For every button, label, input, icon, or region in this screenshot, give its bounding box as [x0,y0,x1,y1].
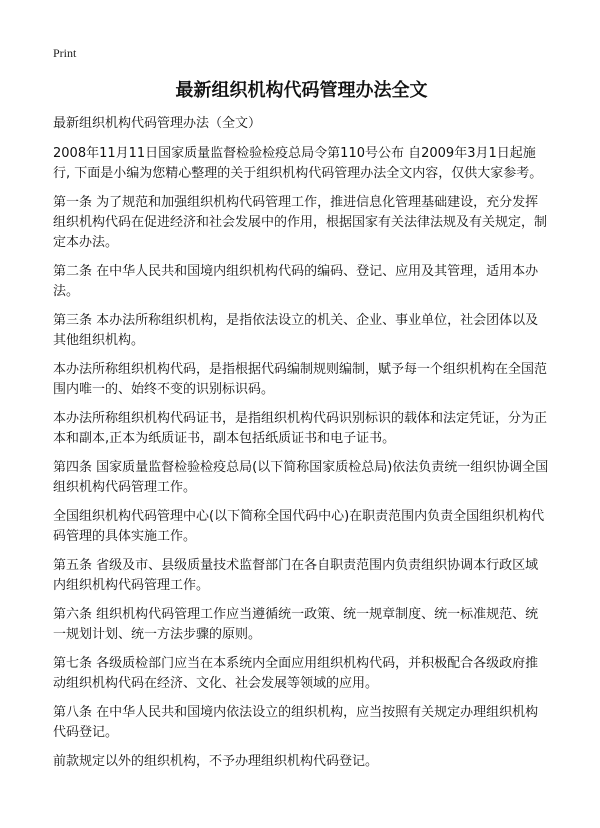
paragraph-certificate-definition: 本办法所称组织机构代码证书，是指组织机构代码识别标识的载体和法定凭证，分为正本和副本,正本为纸质证书，副本包括纸质证书和电子证书。 [53,411,548,446]
paragraph-exclusion: 前款规定以外的组织机构，不予办理组织机构代码登记。 [53,754,379,769]
document-subtitle: 最新组织机构代码管理办法（全文） [53,116,262,131]
paragraph-article-7: 第七条 各级质检部门应当在本系统内全面应用组织机构代码，并积极配合各级政府推动组织机构代码在经济、文化、社会发展等领域的应用。 [53,656,539,691]
paragraph-article-2: 第二条 在中华人民共和国境内组织机构代码的编码、登记、应用及其管理，适用本办法。 [53,264,539,299]
paragraph-code-definition: 本办法所称组织机构代码，是指根据代码编制规则编制，赋予每一个组织机构在全国范围内唯一的、始终不变的识别标识码。 [53,362,548,397]
paragraph-article-8: 第八条 在中华人民共和国境内依法设立的组织机构，应当按照有关规定办理组织机构代码登记。 [53,705,539,740]
paragraph-article-4: 第四条 国家质量监督检验检疫总局(以下简称国家质检总局)依法负责统一组织协调全国组织机构代码管理工作。 [53,460,549,495]
paragraph-article-1: 第一条 为了规范和加强组织机构代码管理工作，推进信息化管理基础建设，充分发挥组织机构代码在促进经济和社会发展中的作用，根据国家有关法律法规及有关规定，制定本办法。 [53,195,548,250]
document-body [53,114,550,772]
paragraph-article-5: 第五条 省级及市、县级质量技术监督部门在各自职责范围内负责组织协调本行政区域内组织机构代码管理工作。 [53,558,539,593]
paragraph-article-6: 第六条 组织机构代码管理工作应当遵循统一政策、统一规章制度、统一标准规范、统一规划计划、统一方法步骤的原则。 [53,607,539,642]
paragraph-intro: 2008年11月11日国家质量监督检验检疫总局令第110号公布 自2009年3月1日起施行, 下面是小编为您精心整理的关于组织机构代码管理办法全文内容，仅供大家参考。 [53,146,543,181]
paragraph-article-3: 第三条 本办法所称组织机构，是指依法设立的机关、企业、事业单位，社会团体以及其他组织机构。 [53,313,539,348]
paragraph-national-center: 全国组织机构代码管理中心(以下简称全国代码中心)在职责范围内负责全国组织机构代码管理的具体实施工作。 [53,509,545,544]
print-link[interactable]: Print [53,46,77,60]
document-title: 最新组织机构代码管理办法全文 [175,80,428,101]
